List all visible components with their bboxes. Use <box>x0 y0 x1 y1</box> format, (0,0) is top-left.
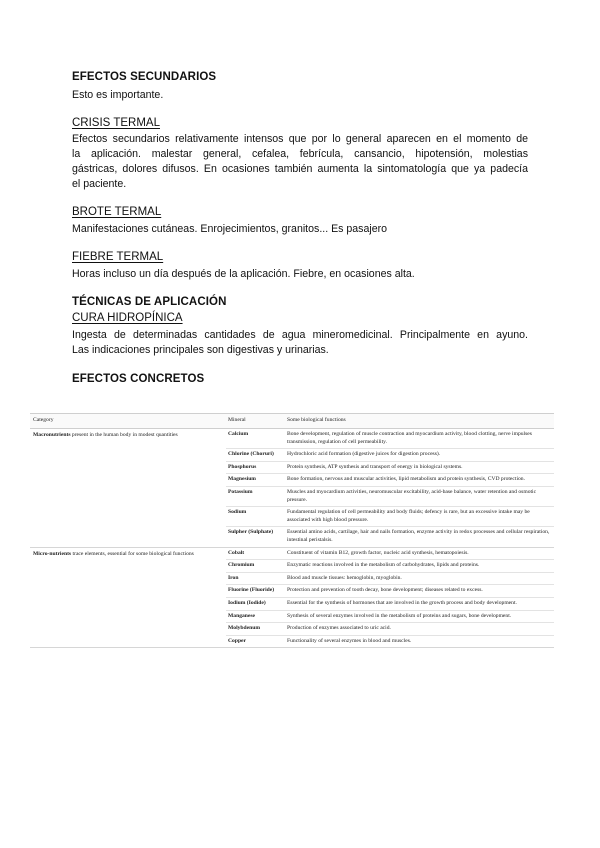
table-group <box>30 429 554 548</box>
paragraph-brote-termal: Manifestaciones cutáneas. Enrojecimientos, granitos... Es pasajero <box>72 223 388 235</box>
table-group <box>30 548 554 649</box>
functions-cell: Synthesis of several enzymes involved in the metabolism of proteins and sugars, bone development. <box>287 612 512 619</box>
functions-cell: Enzymatic reactions involved in the metabolism of carbohydrates, lipids and proteins. <box>287 562 480 569</box>
table-row <box>226 623 554 636</box>
functions-cell: Functionality of several enzymes in blood and muscles. <box>287 637 412 644</box>
functions-cell: Essential amino acids, cartilage, hair and nails formation, enzyme activity in redox processes and cellular respiration, intestinal peristalsis. <box>287 529 550 543</box>
category-name: Micro-nutrients <box>33 550 72 557</box>
table-body <box>30 429 554 648</box>
header-mineral: Mineral <box>228 417 246 424</box>
mineral-cell: Manganese <box>228 612 256 619</box>
header-category: Category <box>33 417 54 424</box>
mineral-cell: Phosphorus <box>228 463 257 470</box>
paragraph-cura-line-1: Ingesta de determinadas cantidades de agua mineromedicinal. Principalmente en ayuno. <box>72 329 528 341</box>
mineral-cell: Iodium (Iodide) <box>228 599 266 606</box>
functions-cell: Fundamental regulation of cell permeability and body fluids; defency is rare, but an excessive intake may be associated with high blood pressure. <box>287 509 530 523</box>
table-row <box>226 636 554 648</box>
heading-tecnicas: TÉCNICAS DE APLICACIÓN <box>72 296 227 308</box>
table-row <box>226 573 554 586</box>
paragraph-crisis-line-3: gástricas, dolores difusos. En ocasiones también aumenta la sintomatología que ya padecía <box>72 163 528 175</box>
mineral-cell: Fluorine (Fluoride) <box>228 587 275 594</box>
mineral-cell: Magnesium <box>228 476 256 483</box>
heading-fiebre-termal: FIEBRE TERMAL <box>72 251 164 263</box>
table-row <box>226 474 554 487</box>
table-row <box>226 429 554 449</box>
minerals-table <box>30 413 554 648</box>
group-category <box>30 548 226 648</box>
paragraph-cura-line-2: Las indicaciones principales son digestivas y urinarias. <box>72 344 329 356</box>
header-functions: Some biological functions <box>287 417 346 424</box>
mineral-cell: Cobalt <box>228 549 245 556</box>
mineral-cell: Sodium <box>228 509 247 516</box>
table-row <box>226 449 554 462</box>
functions-cell: Constituent of vitamin B12, growth factor, nucleic acid synthesis, hematopoiesis. <box>287 549 469 556</box>
mineral-cell: Sulpher (Sulphate) <box>228 529 274 536</box>
table-row <box>226 507 554 527</box>
table-row <box>226 462 554 475</box>
category-description: present in the human body in modest quantities <box>70 432 178 438</box>
mineral-cell: Iron <box>228 574 239 581</box>
table-row <box>226 527 554 546</box>
mineral-cell: Molybdenum <box>228 625 261 632</box>
paragraph-crisis-line-2: la aplicación. malestar general, cefalea, febrícula, cansancio, hipotensión, molestias <box>72 148 528 160</box>
paragraph-crisis-line-1: Efectos secundarios relativamente intensos que por lo general aparecen en el momento de <box>72 133 528 145</box>
mineral-cell: Copper <box>228 637 247 644</box>
table-row <box>226 598 554 611</box>
category-name: Macronutrients <box>33 432 71 438</box>
functions-cell: Essential for the synthesis of hormones that are involved in the growth process and body development. <box>287 599 517 606</box>
heading-efectos-concretos: EFECTOS CONCRETOS <box>72 373 205 385</box>
table-row <box>226 548 554 561</box>
functions-cell: Protection and prevention of tooth decay, bone development; diseases related to excess. <box>287 587 483 594</box>
paragraph-fiebre-termal: Horas incluso un día después de la aplicación. Fiebre, en ocasiones alta. <box>72 268 415 280</box>
functions-cell: Muscles and myocardium activities, neuromuscular excitability, acid-base balance, water retention and osmotic pressure. <box>287 488 537 503</box>
heading-cura-hidropinica: CURA HIDROPÍNICA <box>72 312 183 324</box>
heading-efectos-secundarios: EFECTOS SECUNDARIOS <box>72 71 217 83</box>
table-row <box>226 560 554 573</box>
mineral-cell: Chlorine (Choruri) <box>228 451 274 458</box>
heading-brote-termal: BROTE TERMAL <box>72 206 162 218</box>
functions-cell: Production of enzymes associated to uric acid. <box>287 625 391 632</box>
mineral-cell: Chromium <box>228 562 255 569</box>
table-row <box>226 585 554 598</box>
table-row <box>226 487 554 507</box>
functions-cell: Protein synthesis, ATP synthesis and transport of energy in biological systems. <box>287 463 463 470</box>
mineral-cell: Potassium <box>228 488 253 495</box>
group-category <box>30 429 226 547</box>
table-row <box>226 611 554 624</box>
functions-cell: Bone formation, nervous and muscular activities, lipid metabolism and protein synthesis, CVD protection. <box>287 476 526 483</box>
note-importante: Esto es importante. <box>72 89 164 101</box>
category-description: trace elements, essential for some biological functions <box>71 550 194 557</box>
table-header-row <box>30 413 554 429</box>
functions-cell: Hydrochloric acid formation (digestive juices for digestion process). <box>287 451 441 458</box>
functions-cell: Bone development, regulation of muscle contraction and myocardium activity, blood clotting, nerve impulses transmission, regulation of cell permeability. <box>287 431 532 445</box>
paragraph-crisis-line-4: el paciente. <box>72 178 127 190</box>
functions-cell: Blood and muscle tissues: hemoglobin, myoglobin. <box>287 574 402 581</box>
mineral-cell: Calcium <box>228 431 249 437</box>
heading-crisis-termal: CRISIS TERMAL <box>72 117 160 129</box>
